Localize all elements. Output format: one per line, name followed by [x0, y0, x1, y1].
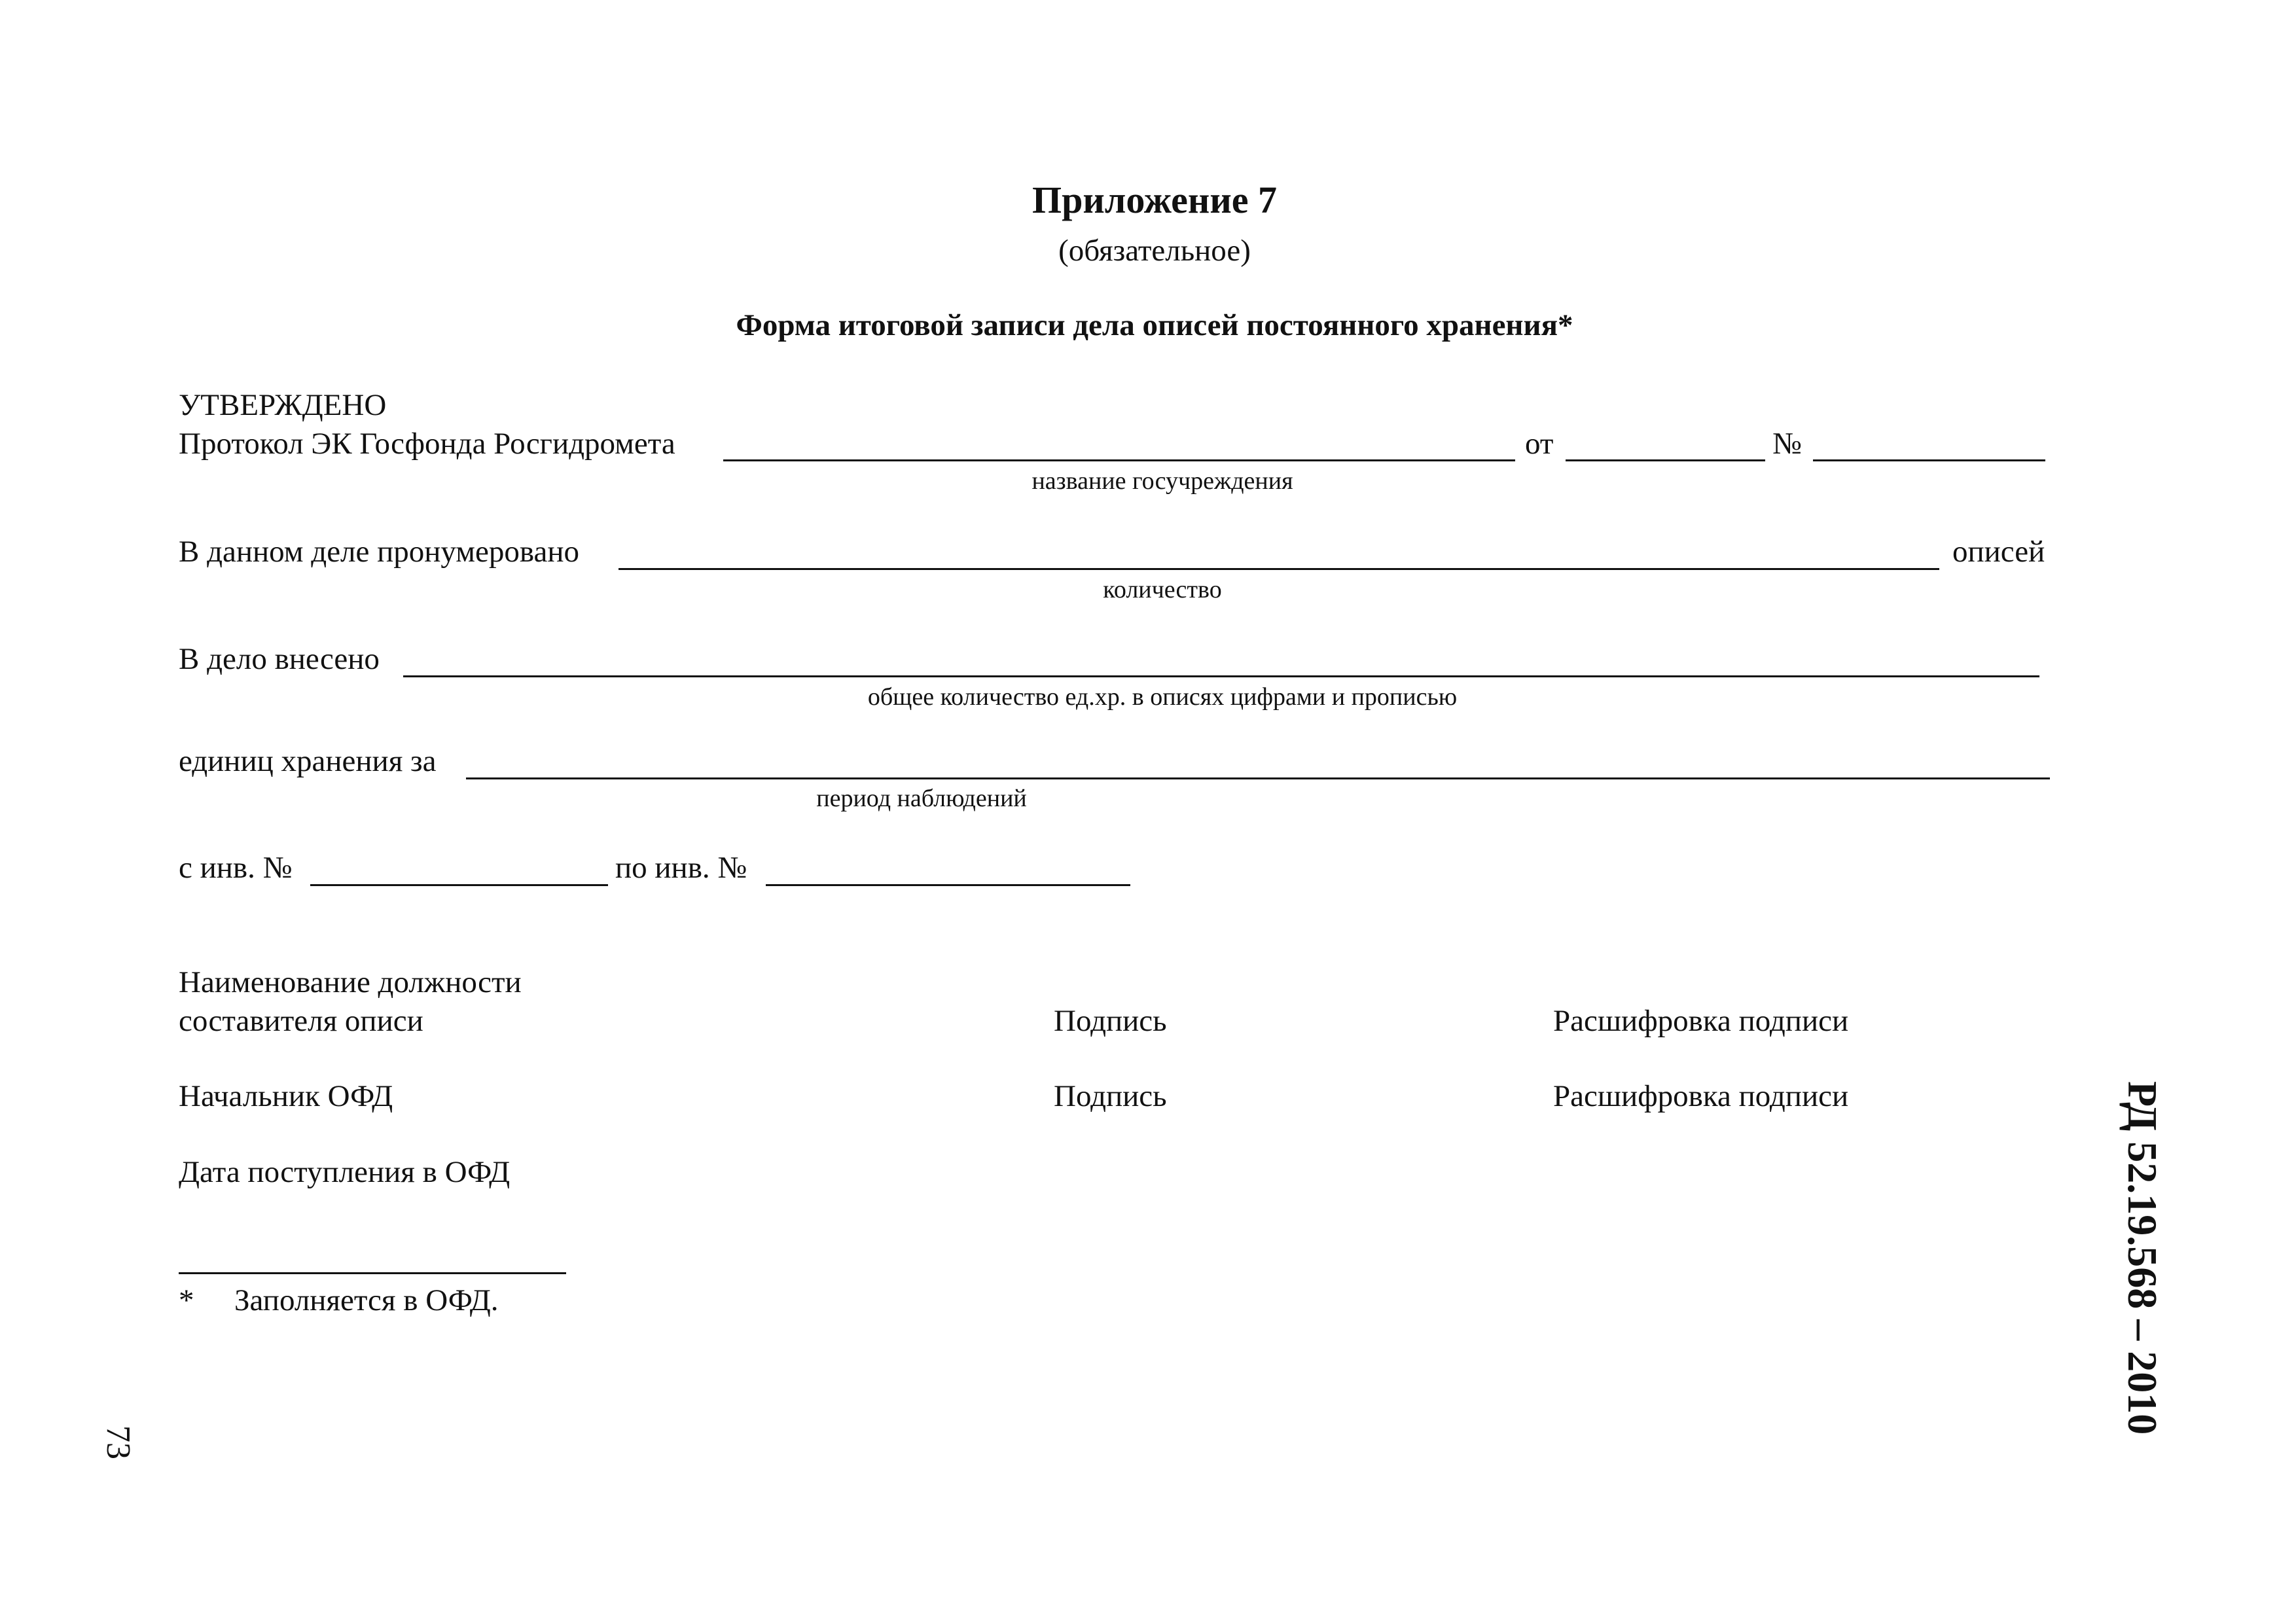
signature-label-head: Подпись [1054, 1079, 1167, 1113]
compiler-position-line1: Наименование должности [179, 965, 522, 999]
institution-hint: название госучреждения [1031, 467, 1293, 495]
protocol-from-label: от [1525, 427, 1554, 461]
compiler-position-line2: составителя описи [179, 1004, 423, 1038]
inventory-from-label: с инв. № [179, 851, 293, 885]
protocol-number-line[interactable] [1813, 459, 2045, 461]
signature-label-compiler: Подпись [1054, 1004, 1167, 1038]
footnote-separator [179, 1272, 566, 1274]
entered-count-line[interactable] [403, 675, 2039, 677]
footnote-marker: * [179, 1283, 194, 1317]
decode-label-head: Расшифровка подписи [1553, 1079, 1849, 1113]
document-code: РД 52.19.568 – 2010 [2119, 1081, 2166, 1435]
protocol-number-label: № [1772, 427, 1802, 461]
inventory-count-line[interactable] [619, 568, 1939, 570]
decode-label-compiler: Расшифровка подписи [1553, 1004, 1849, 1038]
footnote-text: Заполняется в ОФД. [234, 1283, 499, 1317]
receipt-date-label: Дата поступления в ОФД [179, 1155, 511, 1189]
storage-units-prefix: единиц хранения за [179, 744, 437, 778]
protocol-label: Протокол ЭК Госфонда Росгидромета [179, 427, 675, 461]
appendix-status: (обязательное) [1058, 234, 1251, 268]
head-label: Начальник ОФД [179, 1079, 393, 1113]
entered-prefix: В дело внесено [179, 642, 380, 676]
approved-label: УТВЕРЖДЕНО [179, 388, 387, 422]
entered-hint: общее количество ед.хр. в описях цифрами и прописью [867, 683, 1458, 711]
page-number: 73 [99, 1425, 137, 1459]
numbering-prefix: В данном деле пронумеровано [179, 535, 579, 569]
storage-units-hint: период наблюдений [816, 785, 1027, 812]
numbering-hint: количество [1103, 576, 1222, 603]
inventory-to-label: по инв. № [615, 851, 747, 885]
numbering-suffix: описей [1952, 535, 2045, 569]
form-title: Форма итоговой записи дела описей постоянного хранения* [736, 308, 1573, 342]
appendix-title: Приложение 7 [1032, 179, 1277, 221]
institution-name-line[interactable] [723, 459, 1515, 461]
observation-period-line[interactable] [466, 777, 2050, 779]
protocol-date-line[interactable] [1566, 459, 1765, 461]
inventory-from-line[interactable] [310, 884, 608, 886]
inventory-to-line[interactable] [766, 884, 1130, 886]
